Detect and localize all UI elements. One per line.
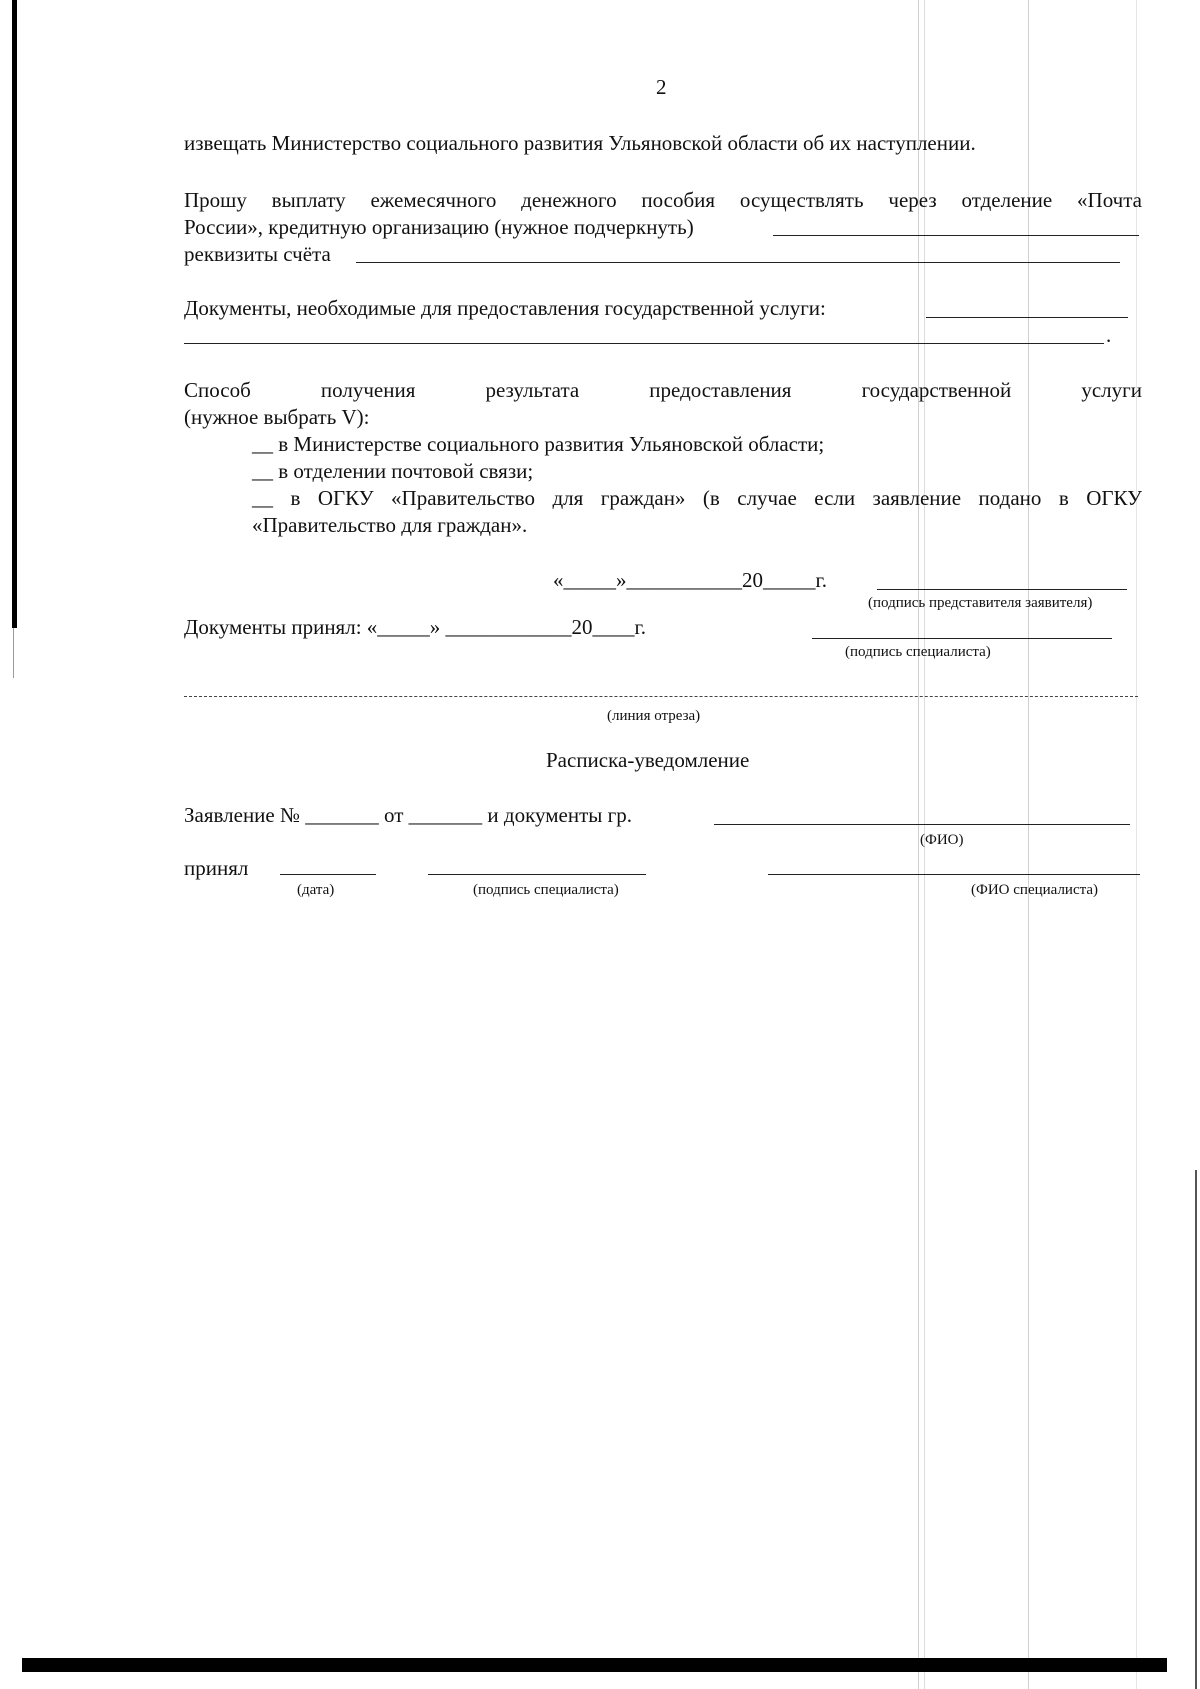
cut-line [184,696,1138,697]
fio-caption: (ФИО) [920,832,964,848]
paragraph-payment-line1: Прошу выплату ежемесячного денежного пособия осуществлять через отделение «Почта [184,188,1142,212]
specialist-signature-field[interactable] [812,638,1112,639]
documents-field-2[interactable] [184,343,1104,344]
paragraph-notify: извещать Министерство социального развития Ульяновской области об их наступлении. [184,131,976,155]
documents-field-1[interactable] [926,317,1128,318]
receipt-title: Расписка-уведомление [546,748,750,772]
paragraph-payment-line3: реквизиты счёта [184,242,331,266]
page-number: 2 [656,75,667,99]
scan-vertical-line-1 [918,0,919,1689]
receipt-fio-field[interactable] [714,824,1130,825]
applicant-signature-field[interactable] [877,589,1127,590]
receipt-fio-specialist-field[interactable] [768,874,1140,875]
receipt-accepted: принял [184,856,249,880]
option-ministry[interactable]: __ в Министерстве социального развития Ульяновской области; [252,432,825,456]
paragraph-documents: Документы, необходимые для предоставления государственной услуги: [184,296,826,320]
scan-left-faint [13,628,14,678]
date-caption: (дата) [297,882,335,898]
account-details-field[interactable] [356,262,1120,263]
fio-specialist-caption: (ФИО специалиста) [971,882,1099,898]
paragraph-payment-line2: России», кредитную организацию (нужное подчеркнуть) [184,215,694,239]
payment-org-field[interactable] [773,235,1139,236]
applicant-date: «_____»___________20_____г. [553,568,827,592]
receipt-signature-caption: (подпись специалиста) [473,882,619,898]
specialist-signature-caption: (подпись специалиста) [845,644,991,660]
documents-end-dot: . [1106,323,1112,347]
receipt-statement: Заявление № _______ от _______ и документы гр. [184,803,632,827]
receipt-date-field[interactable] [280,874,376,875]
scan-vertical-line-3 [1028,0,1029,1689]
scan-bottom-bar [22,1658,1167,1672]
paragraph-method-line2: (нужное выбрать V): [184,405,370,429]
receipt-signature-field[interactable] [428,874,646,875]
applicant-signature-caption: (подпись представителя заявителя) [868,595,1093,611]
option-ogku[interactable]: __ в ОГКУ «Правительство для граждан» (в случае если заявление подано в ОГКУ [252,486,1142,510]
paragraph-method-line1: Способ получения результата предоставления государственной услуги [184,378,1142,402]
option-ogku-cont: «Правительство для граждан». [252,513,528,537]
documents-accepted: Документы принял: «_____» ____________20____г. [184,615,647,639]
option-post-office[interactable]: __ в отделении почтовой связи; [252,459,534,483]
scan-left-bar [12,0,17,628]
scan-vertical-line-4 [1136,0,1137,1689]
cut-line-caption: (линия отреза) [607,708,701,724]
scan-right-edge [1195,1170,1197,1689]
